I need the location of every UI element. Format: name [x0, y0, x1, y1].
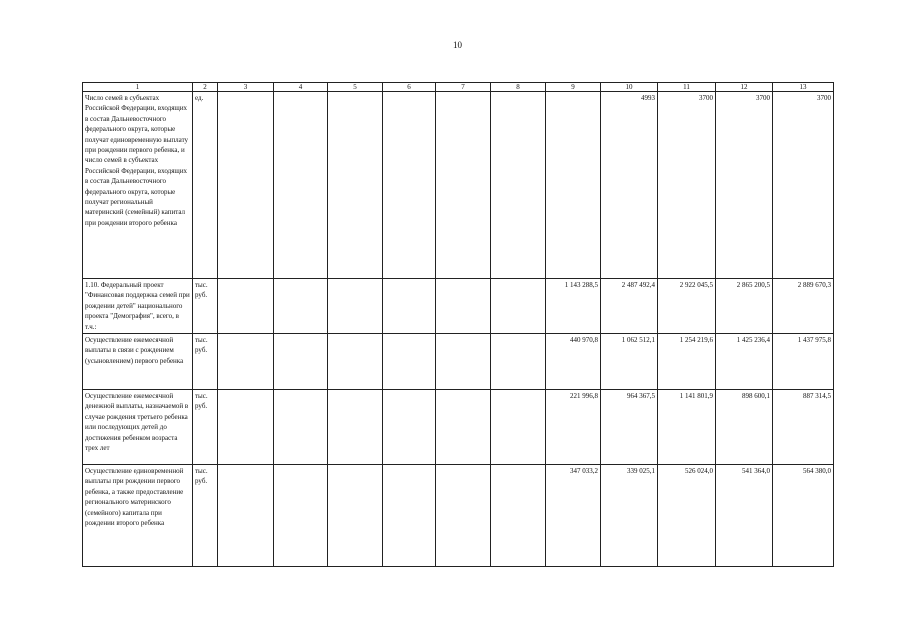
- header-cell: 1: [83, 83, 193, 92]
- value-cell: 2 487 492,4: [601, 279, 658, 334]
- value-cell: 221 996,8: [546, 390, 601, 465]
- value-cell: 4993: [601, 92, 658, 279]
- value-cell: [274, 390, 328, 465]
- value-cell: [218, 465, 274, 567]
- value-cell: 2 889 670,3: [773, 279, 834, 334]
- value-cell: [274, 334, 328, 390]
- value-cell: [491, 390, 546, 465]
- value-cell: 3700: [658, 92, 716, 279]
- indicator-cell: Осуществление ежемесячной выплаты в связи с рождением (усыновлением) первого ребенка: [83, 334, 193, 390]
- value-cell: 1 141 801,9: [658, 390, 716, 465]
- value-cell: [274, 92, 328, 279]
- value-cell: [218, 334, 274, 390]
- value-cell: [383, 390, 436, 465]
- value-cell: [491, 92, 546, 279]
- value-cell: [383, 279, 436, 334]
- value-cell: [218, 92, 274, 279]
- indicator-cell: Число семей в субъектах Российской Федерации, входящих в состав Дальневосточного федерального округа, которые получат единовременную выплату при рождении первого ребенка, и число семей в субъектах Российской Федерации, входящих в состав Дальневосточного федерального округа, которые получат региональный материнский (семейный) капитал при рождении второго ребенка: [83, 92, 193, 279]
- value-cell: [546, 92, 601, 279]
- indicator-cell: Осуществление единовременной выплаты при рождении первого ребенка, а также предоставление регионального материнского (семейного) капитала при рождении второго ребенка: [83, 465, 193, 567]
- value-cell: 898 600,1: [716, 390, 773, 465]
- value-cell: [491, 279, 546, 334]
- value-cell: 1 425 236,4: [716, 334, 773, 390]
- value-cell: [383, 334, 436, 390]
- value-cell: [383, 465, 436, 567]
- header-cell: 3: [218, 83, 274, 92]
- value-cell: [274, 279, 328, 334]
- value-cell: 3700: [773, 92, 834, 279]
- unit-cell: тыс. руб.: [193, 390, 218, 465]
- header-cell: 5: [328, 83, 383, 92]
- value-cell: 3700: [716, 92, 773, 279]
- data-table: [82, 82, 834, 567]
- table-row: [83, 92, 834, 279]
- value-cell: [436, 279, 491, 334]
- header-cell: 9: [546, 83, 601, 92]
- value-cell: 339 025,1: [601, 465, 658, 567]
- value-cell: [383, 92, 436, 279]
- value-cell: 347 033,2: [546, 465, 601, 567]
- header-row: [83, 83, 834, 92]
- value-cell: [328, 334, 383, 390]
- value-cell: [274, 465, 328, 567]
- value-cell: [328, 279, 383, 334]
- unit-cell: ед.: [193, 92, 218, 279]
- value-cell: 1 062 512,1: [601, 334, 658, 390]
- value-cell: 526 024,0: [658, 465, 716, 567]
- value-cell: [436, 92, 491, 279]
- table-row: [83, 465, 834, 567]
- unit-cell: тыс. руб.: [193, 279, 218, 334]
- indicator-cell: Осуществление ежемесячной денежной выплаты, назначаемой в случае рождения третьего ребенка или последующих детей до достижения ребенком возраста трех лет: [83, 390, 193, 465]
- value-cell: [436, 465, 491, 567]
- value-cell: [436, 390, 491, 465]
- header-cell: 11: [658, 83, 716, 92]
- value-cell: 2 865 200,5: [716, 279, 773, 334]
- value-cell: [491, 465, 546, 567]
- value-cell: 1 254 219,6: [658, 334, 716, 390]
- header-cell: 12: [716, 83, 773, 92]
- value-cell: 887 314,5: [773, 390, 834, 465]
- value-cell: [436, 334, 491, 390]
- header-cell: 13: [773, 83, 834, 92]
- table-row: [83, 334, 834, 390]
- table-row: [83, 390, 834, 465]
- indicator-cell: 1.10. Федеральный проект "Финансовая поддержка семей при рождении детей" национального проекта "Демография", всего, в т.ч.:: [83, 279, 193, 334]
- value-cell: 440 970,8: [546, 334, 601, 390]
- value-cell: [491, 334, 546, 390]
- value-cell: [218, 279, 274, 334]
- unit-cell: тыс. руб.: [193, 465, 218, 567]
- unit-cell: тыс. руб.: [193, 334, 218, 390]
- header-cell: 2: [193, 83, 218, 92]
- header-cell: 6: [383, 83, 436, 92]
- value-cell: [328, 390, 383, 465]
- value-cell: 1 437 975,8: [773, 334, 834, 390]
- value-cell: 964 367,5: [601, 390, 658, 465]
- header-cell: 4: [274, 83, 328, 92]
- page-number: 10: [453, 40, 462, 50]
- value-cell: 541 364,0: [716, 465, 773, 567]
- value-cell: [218, 390, 274, 465]
- value-cell: 564 380,0: [773, 465, 834, 567]
- value-cell: 1 143 288,5: [546, 279, 601, 334]
- header-cell: 7: [436, 83, 491, 92]
- header-cell: 8: [491, 83, 546, 92]
- value-cell: [328, 92, 383, 279]
- value-cell: [328, 465, 383, 567]
- table-row: [83, 279, 834, 334]
- value-cell: 2 922 045,5: [658, 279, 716, 334]
- header-cell: 10: [601, 83, 658, 92]
